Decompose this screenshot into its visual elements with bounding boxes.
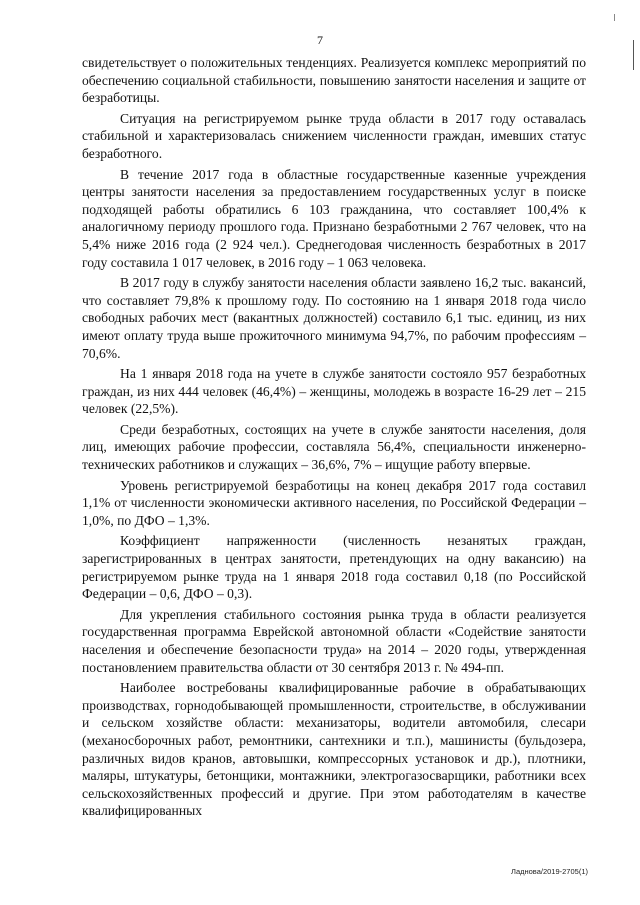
document-footer-id: Ладнова/2019-2705(1) [511, 867, 588, 876]
margin-tick-mark [614, 14, 615, 21]
paragraph-vacancies: В 2017 году в службу занятости населения области заявлено 16,2 тыс. вакансий, что составляет 79,8% к прошлому году. По состоянию на 1 января 2018 года число свободных рабочих мест (вакантных должностей) составило 6,1 тыс. единиц, из них имеют оплату труда выше прожиточного минимума 94,7%, по рабочим профессиям – 70,6%. [82, 275, 586, 361]
paragraph-tension-coefficient: Коэффициент напряженности (численность незанятых граждан, зарегистрированных в центрах занятости, претендующих на одну вакансию) на регистрируемом рынке труда на 1 января 2018 года составил 0,18 (по Российской Федерации – 0,6, ДФО – 0,3). [82, 533, 586, 602]
document-body [82, 54, 586, 820]
paragraph-unemployed-structure: Среди безработных, состоящих на учете в службе занятости населения, доля лиц, имеющих рабочие профессии, составляла 56,4%, специальности инженерно-технических работников и служащих – 36,6%, 7% – ищущие работу впервые. [82, 421, 586, 473]
paragraph-job-seekers-2017: В течение 2017 года в областные государственные казенные учреждения центры занятости населения за предоставлением государственных услуг в поиске подходящей работы обратились 6 103 гражданина, что составляет 100,4% к аналогичному периоду прошлого года. Признано безработными 2 767 человек, что на 5,4% ниже 2016 года (2 924 чел.). Среднегодовая численность безработных в 2017 году составила 1 017 человек, в 2016 году – 1 063 человека. [82, 166, 586, 270]
paragraph-state-program: Для укрепления стабильного состояния рынка труда в области реализуется государственная программа Еврейской автономной области «Содействие занятости населения и обеспечение безопасности труда» на 2014 – 2020 годы, утвержденная постановлением правительства области от 30 сентября 2013 г. № 494-пп. [82, 606, 586, 675]
paragraph-unemployment-rate: Уровень регистрируемой безработицы на конец декабря 2017 года составил 1,1% от численности экономически активного населения, по Российской Федерации – 1,0%, по ДФО – 1,3%. [82, 477, 586, 528]
paragraph-registered-unemployed: На 1 января 2018 года на учете в службе занятости состояло 957 безработных граждан, из них 444 человек (46,4%) – женщины, молодежь в возрасте 16-29 лет – 215 человек (22,5%). [82, 366, 586, 417]
paragraph-continued: свидетельствует о положительных тенденциях. Реализуется комплекс мероприятий по обеспечению социальной стабильности, повышению занятости населения и защите от безработицы. [82, 55, 586, 106]
paragraph-demanded-professions: Наиболее востребованы квалифицированные рабочие в обрабатывающих производствах, горнодобывающей промышленности, строительстве, в обслуживании и сельском хозяйстве области: механизаторы, водители автомобиля, слесари (механосборочных работ, ремонтники, сантехники и т.п.), машинисты (бульдозера, различных видов кранов, автовышки, компрессорных установок и др.), плотники, маляры, штукатуры, бетонщики, монтажники, электрогазосварщики, работники всех сельскохозяйственных профессий и другие. При этом работодателям в качестве квалифицированных [82, 680, 586, 819]
paragraph-labor-market-situation: Ситуация на регистрируемом рынке труда области в 2017 году оставалась стабильной и характеризовалась снижением численности граждан, имевших статус безработного. [82, 110, 586, 161]
page-number: 7 [317, 33, 323, 47]
